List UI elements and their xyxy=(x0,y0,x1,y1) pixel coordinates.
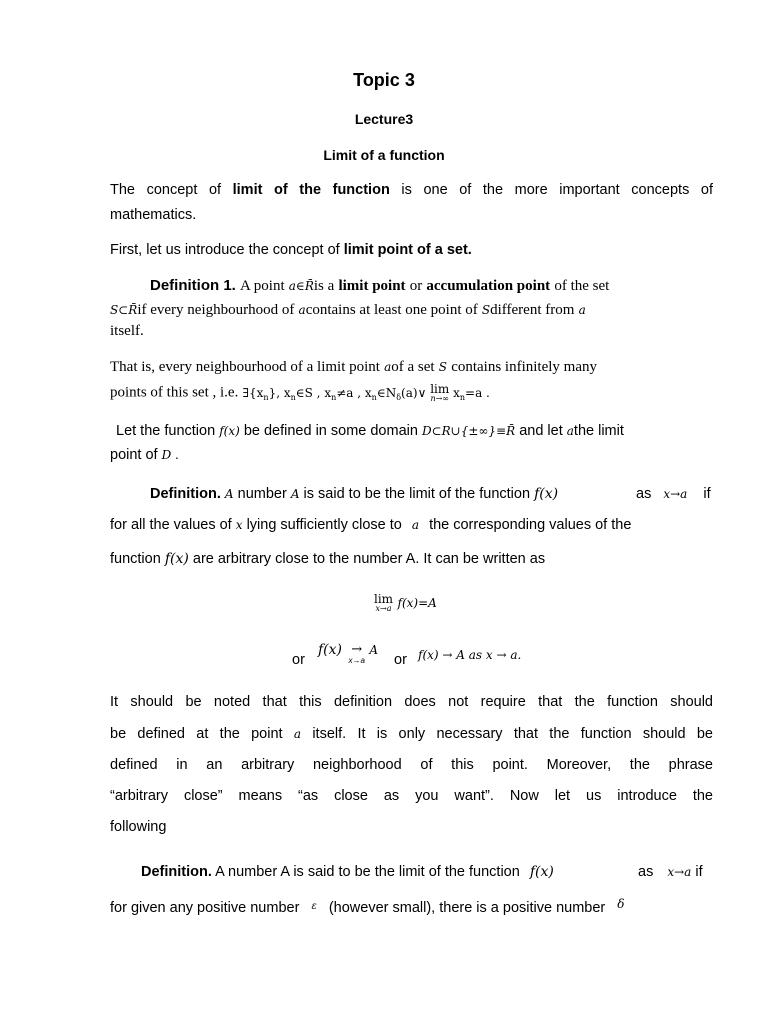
def2-text-b: is said to be the limit of the function xyxy=(303,486,531,502)
paragraph-1-line-2: mathematics. xyxy=(110,207,197,223)
limit-formula xyxy=(374,593,437,613)
definition-3-label: Definition. xyxy=(141,864,212,880)
definition-1-line-2 xyxy=(110,301,586,319)
p1-text-c: is one of the more important concepts of xyxy=(401,182,713,198)
definition-2-line-1-right xyxy=(636,486,711,502)
math-a: a xyxy=(384,360,392,374)
math-x: x xyxy=(235,518,243,532)
topic-heading: Topic 3 xyxy=(353,70,415,90)
paragraph-3-line-2 xyxy=(110,383,490,403)
math-fx: f(x) xyxy=(219,424,240,438)
p5-text-2b: itself. It is only necessary that the function should be xyxy=(312,726,713,742)
definition-2-line-2 xyxy=(110,517,631,533)
math-sub-n: n xyxy=(290,392,296,402)
p4-text-a: Let the function xyxy=(116,423,216,439)
math-fx-to-A: f(x) → A as x → a. xyxy=(418,648,522,662)
math-lim-n xyxy=(430,383,449,403)
def1-text-or: or xyxy=(409,278,423,294)
lecture-heading: Lecture3 xyxy=(354,111,414,127)
definition-1-line-1 xyxy=(150,277,609,295)
math-sub-n: n xyxy=(331,392,337,402)
math-a: a xyxy=(566,424,574,438)
math-arrow-stack: → x→a xyxy=(348,642,365,665)
math-lim-sub-x: x→a xyxy=(375,604,392,613)
math-fx: f(x) xyxy=(529,864,554,880)
definition-3-line-2 xyxy=(110,897,625,916)
math-x-to-a: x→a xyxy=(667,865,692,879)
p4-text-e: point of xyxy=(110,447,158,463)
definition-2-line-3 xyxy=(110,551,545,567)
def2-text-e: for all the values of xyxy=(110,517,232,533)
paragraph-2 xyxy=(110,242,472,258)
p4-text-c: and let xyxy=(519,423,563,439)
def3-text-a: A number A is said to be the limit of the function xyxy=(215,864,520,880)
section-title: Limit of a function xyxy=(323,147,445,163)
paragraph-5-line-1: It should be noted that this definition does not require that the function should xyxy=(110,694,713,710)
math-S: S xyxy=(438,360,448,374)
math-limfx: f(x)=A xyxy=(397,596,437,611)
def1-text-1: A point xyxy=(240,278,285,294)
def1-text-limit-point: limit point xyxy=(338,278,406,294)
def1-text-9: different from xyxy=(490,302,575,318)
p1-text-bold: limit of the function xyxy=(232,182,390,198)
paragraph-5-line-3: defined in an arbitrary neighborhood of this point. Moreover, the phrase xyxy=(110,757,713,773)
p3-text-b: of a set xyxy=(391,359,435,375)
arrow-notation xyxy=(318,641,378,665)
p2-text-a: First, let us introduce the concept of xyxy=(110,242,340,258)
def2-text-f: lying sufficiently close to xyxy=(246,517,402,533)
math-domain: D⊂R∪{±∞}≡R̄ xyxy=(421,424,516,438)
math-delta: δ xyxy=(617,897,625,911)
p3-text-d: points of this set , i.e. xyxy=(110,384,239,401)
def1-text-of-the-set: of the set xyxy=(554,278,610,294)
math-S-subset-R: S⊂R̄ xyxy=(110,303,138,317)
definition-3-line-1 xyxy=(141,864,554,880)
def1-text-8: contains at least one point of xyxy=(305,302,478,318)
p1-text-a: The concept of xyxy=(110,182,222,198)
math-A: A xyxy=(224,487,234,501)
definition-1-label: Definition 1. xyxy=(150,277,236,294)
def3-text-d: for given any positive number xyxy=(110,900,300,916)
math-fx-arrow: f(x) xyxy=(318,642,343,658)
math-arrow-sub: x→a xyxy=(348,656,365,665)
def3-text-e: (however small), there is a positive number xyxy=(328,900,606,916)
math-in-S: ∈S , x xyxy=(295,385,332,400)
math-a: a xyxy=(411,518,420,532)
math-fx: f(x) xyxy=(164,551,189,567)
math-arrow-A: A xyxy=(369,643,379,657)
math-A: A xyxy=(290,487,300,501)
math-a: a xyxy=(578,303,586,317)
def1-text-7: if every neighbourhood of xyxy=(137,302,295,318)
paragraph-4-line-2 xyxy=(110,447,179,463)
math-in-N: ∈N xyxy=(376,385,397,400)
math-a: a xyxy=(293,727,302,741)
math-sub-n: n xyxy=(263,392,269,402)
or-label-1: or xyxy=(292,652,305,668)
paragraph-5-line-4: “arbitrary close” means “as close as you want”. Now let us introduce the xyxy=(110,788,713,804)
math-N-rest: (a)∨ xyxy=(401,385,427,400)
math-sub-delta: δ xyxy=(396,392,402,402)
definition-2-line-1 xyxy=(150,486,558,502)
math-sub-n: n xyxy=(371,392,377,402)
math-sub-n: n xyxy=(459,392,466,402)
math-ne-a: ≠a , x xyxy=(336,385,372,400)
definition-1-line-3: itself. xyxy=(110,323,144,339)
math-x-to-a: x→a xyxy=(663,487,688,501)
math-a-in-R: a∈R̄ xyxy=(288,279,314,293)
def3-text-as: as xyxy=(638,864,654,880)
def2-text-if: if xyxy=(703,486,711,502)
math-seq-rest: }, x xyxy=(268,385,291,400)
math-S: S xyxy=(481,303,491,317)
def1-text-2: is a xyxy=(313,278,335,294)
def3-text-if: if xyxy=(695,864,703,880)
p5-text-2a: be defined at the point xyxy=(110,726,283,742)
def1-text-accumulation-point: accumulation point xyxy=(426,278,551,294)
def2-text-as: as xyxy=(636,486,652,502)
or-label-2: or xyxy=(394,652,407,668)
p3-text-a: That is, every neighbourhood of a limit point xyxy=(110,359,380,375)
def2-text-h: function xyxy=(110,551,161,567)
math-fx: f(x) xyxy=(534,486,559,502)
math-lim-x xyxy=(374,593,393,613)
definition-2-label: Definition. xyxy=(150,486,221,502)
def2-text-g: the corresponding values of the xyxy=(429,517,632,533)
paragraph-5-line-5: following xyxy=(110,819,167,835)
math-seq-open: ∃{x xyxy=(242,385,264,400)
paragraph-4-line-1 xyxy=(116,423,624,439)
math-lim-x: x xyxy=(453,385,460,400)
math-lim-eq: =a . xyxy=(465,385,490,400)
paragraph-5-line-2 xyxy=(110,726,713,742)
math-a: a xyxy=(298,303,306,317)
definition-3-line-1-right xyxy=(638,864,703,880)
math-lim: lim xyxy=(430,382,450,396)
p4-text-d: the limit xyxy=(573,423,624,439)
math-lim-sub: n→∞ xyxy=(430,394,449,403)
paragraph-3-line-1 xyxy=(110,358,597,376)
def2-text-i: are arbitrary close to the number A. It can be written as xyxy=(192,551,546,567)
math-epsilon: ε xyxy=(311,901,317,912)
p3-text-c: contains infinitely many xyxy=(451,359,597,375)
math-sequence-formula xyxy=(242,382,490,403)
p4-text-b: be defined in some domain xyxy=(243,423,418,439)
math-D: D . xyxy=(161,448,179,462)
paragraph-1-line-1 xyxy=(110,182,713,198)
p2-text-bold: limit point of a set. xyxy=(343,242,472,258)
math-lim: lim xyxy=(374,592,394,606)
def2-text-a: number xyxy=(237,486,287,502)
